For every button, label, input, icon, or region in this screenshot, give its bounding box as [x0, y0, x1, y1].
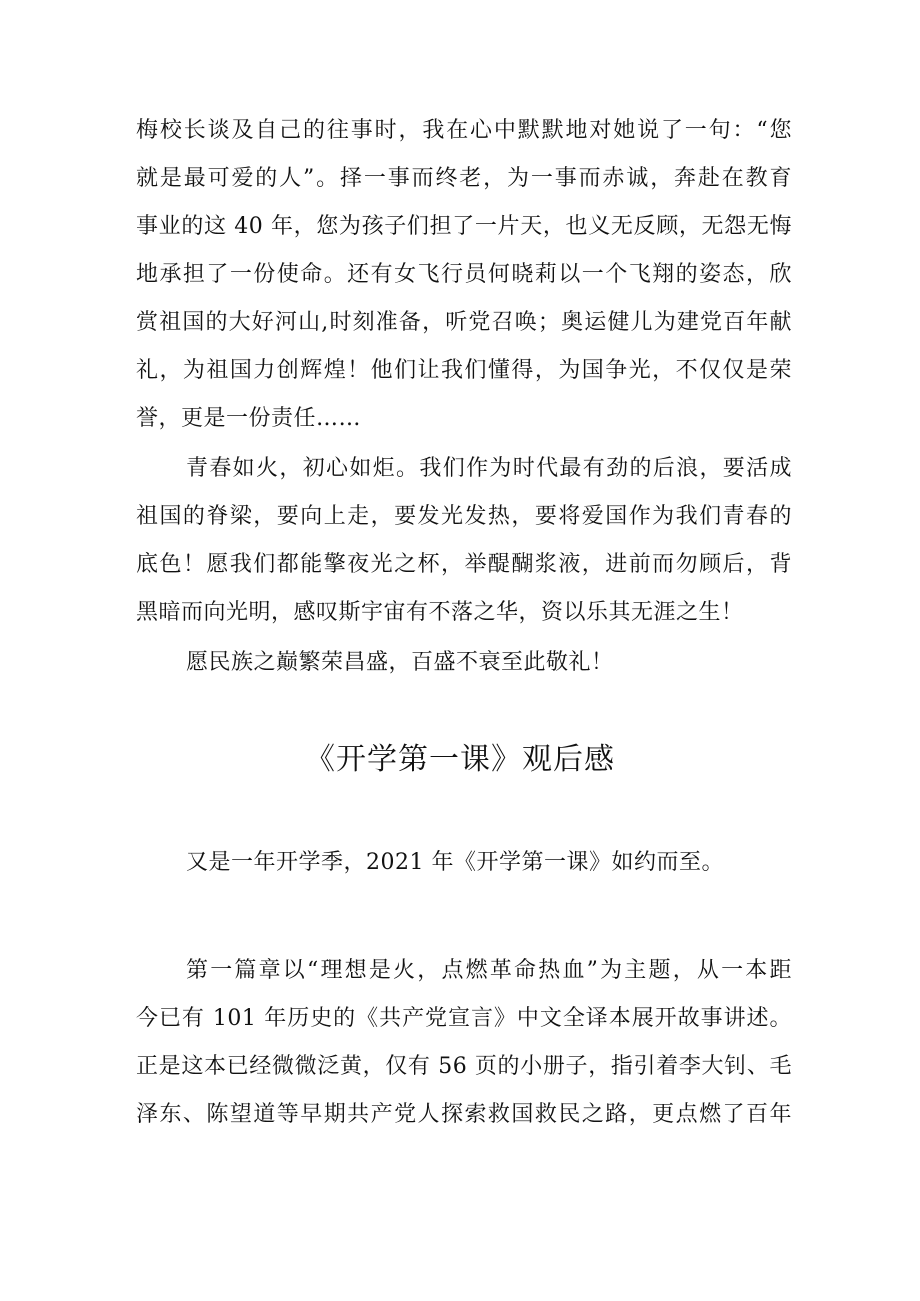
text-line: 梅校长谈及自己的往事时，我在心中默默地对她说了一句：“您 [136, 118, 792, 143]
text-line: 第一篇章以“理想是火，点燃革命热血”为主题，从一本距 [186, 958, 792, 983]
text-line: 事业的这 40 年，您为孩子们担了一片天，也义无反顾，无怨无悔 [136, 214, 792, 239]
text-line: 礼，为祖国力创辉煌！他们让我们懂得，为国争光，不仅仅是荣 [136, 358, 792, 383]
text-line: 祖国的脊梁，要向上走，要发光发热，要将爱国作为我们青春的 [136, 504, 792, 529]
text-line: 誉，更是一份责任…… [136, 406, 362, 431]
text-line: 青春如火，初心如炬。我们作为时代最有劲的后浪，要活成 [186, 456, 792, 481]
section-title: 《开学第一课》观后感 [305, 742, 615, 777]
text-line: 就是最可爱的人”。择一事而终老，为一事而赤诚，奔赴在教育 [136, 166, 792, 191]
text-line: 地承担了一份使命。还有女飞行员何晓莉以一个飞翔的姿态，欣 [136, 262, 792, 287]
text-line: 泽东、陈望道等早期共产党人探索救国救民之路，更点燃了百年 [136, 1102, 792, 1127]
text-line: 愿民族之巅繁荣昌盛，百盛不衰至此敬礼！ [186, 650, 614, 675]
text-line: 又是一年开学季，2021 年《开学第一课》如约而至。 [186, 850, 724, 875]
text-line: 正是这本已经微微泛黄，仅有 56 页的小册子，指引着李大钊、毛 [136, 1054, 792, 1079]
text-line: 黑暗而向光明，感叹斯宇宙有不落之华，资以乐其无涯之生！ [136, 600, 744, 625]
text-line: 赏祖国的大好河山,时刻准备，听党召唤；奥运健儿为建党百年献 [136, 310, 792, 335]
text-line: 底色！愿我们都能擎夜光之杯，举醍醐浆液，进前而勿顾后，背 [136, 552, 792, 577]
text-line: 今已有 101 年历史的《共产党宣言》中文全译本展开故事讲述。 [136, 1006, 792, 1031]
